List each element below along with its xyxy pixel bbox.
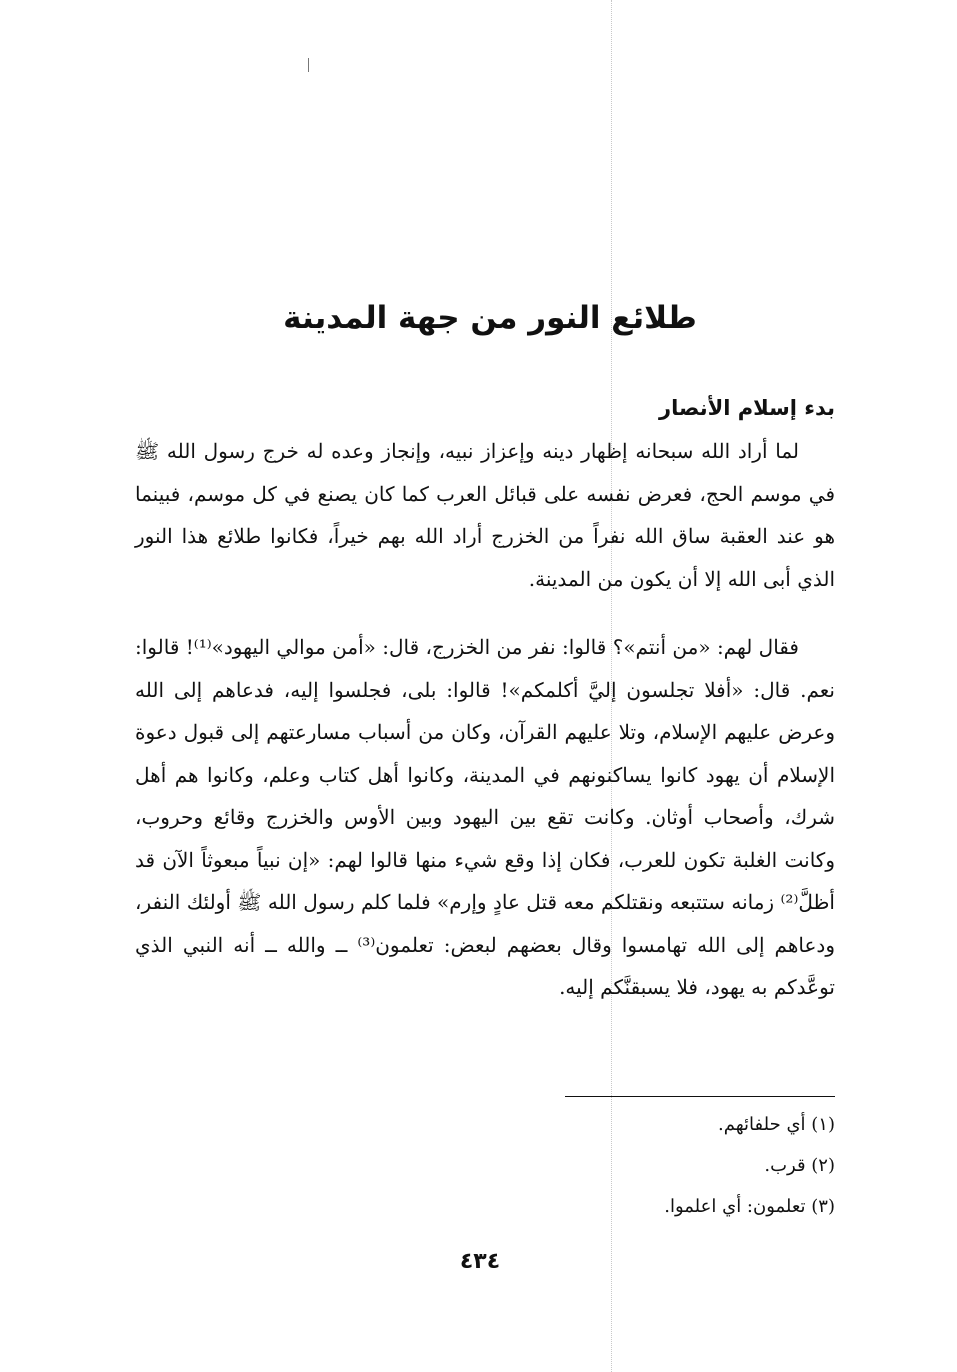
footnote-2: (٢) قرب.	[764, 1155, 835, 1176]
footnote-3: (٣) تعلمون: أي اعلموا.	[664, 1196, 835, 1217]
body-paragraph-2: فقال لهم: «من أنتم»؟ قالوا: نفر من الخزرج، قال: «أمن موالي اليهود»⁽¹⁾! قالوا: نعم. قال: «أفلا تجلسون إليَّ أكلمكم»! قالوا: بلى، فجلسوا إليه، فدعاهم إلى الله وعرض عليهم الإسلام، وتلا عليهم القرآن، وكان من أسباب مسارعتهم إلى قبول دعوة الإسلام أن يهود كانوا يساكنونهم في المدينة، وكانوا أهل كتاب وعلم، وكانوا هم أهل شرك، وأصحاب أوثان. وكانت تقع بين اليهود وبين الأوس والخزرج وقائع وحروب، وكانت الغلبة تكون للعرب، فكان إذا وقع شيء منها قالوا لهم: «إن نبياً مبعوثاً الآن قد أظلَّ⁽²⁾ زمانه ستتبعه ونقتلكم معه قتل عادٍ وإرم» فلما كلم رسول الله ﷺ أولئك النفر، ودعاهم إلى الله تهامسوا وقال بعضهم لبعض: تعلمون⁽³⁾ ــ والله ــ أنه النبي الذي توعَّدكم به يهود، فلا يسبقنَّكم إليه.	[135, 635, 835, 999]
chapter-title: طلائع النور من جهة المدينة	[283, 300, 697, 336]
body-paragraph-1: لما أراد الله سبحانه إظهار دينه وإعزاز نبيه، وإنجاز وعده له خرج رسول الله ﷺ في موسم الحج، فعرض نفسه على قبائل العرب كما كان يصنع في كل موسم، فبينما هو عند العقبة ساق الله نفراً من الخزرج أراد الله بهم خيراً، فكانوا طلائع هذا النور الذي أبى الله إلا أن يكون من المدينة.	[135, 439, 835, 591]
page-number: ٤٣٤	[459, 1249, 501, 1274]
footnotes-list	[400, 1104, 835, 1227]
scan-mark	[308, 58, 309, 72]
section-heading: بدء إسلام الأنصار	[659, 396, 835, 420]
footnote-1: (١) أي حلفائهم.	[718, 1114, 835, 1135]
footnote-separator	[565, 1096, 835, 1097]
